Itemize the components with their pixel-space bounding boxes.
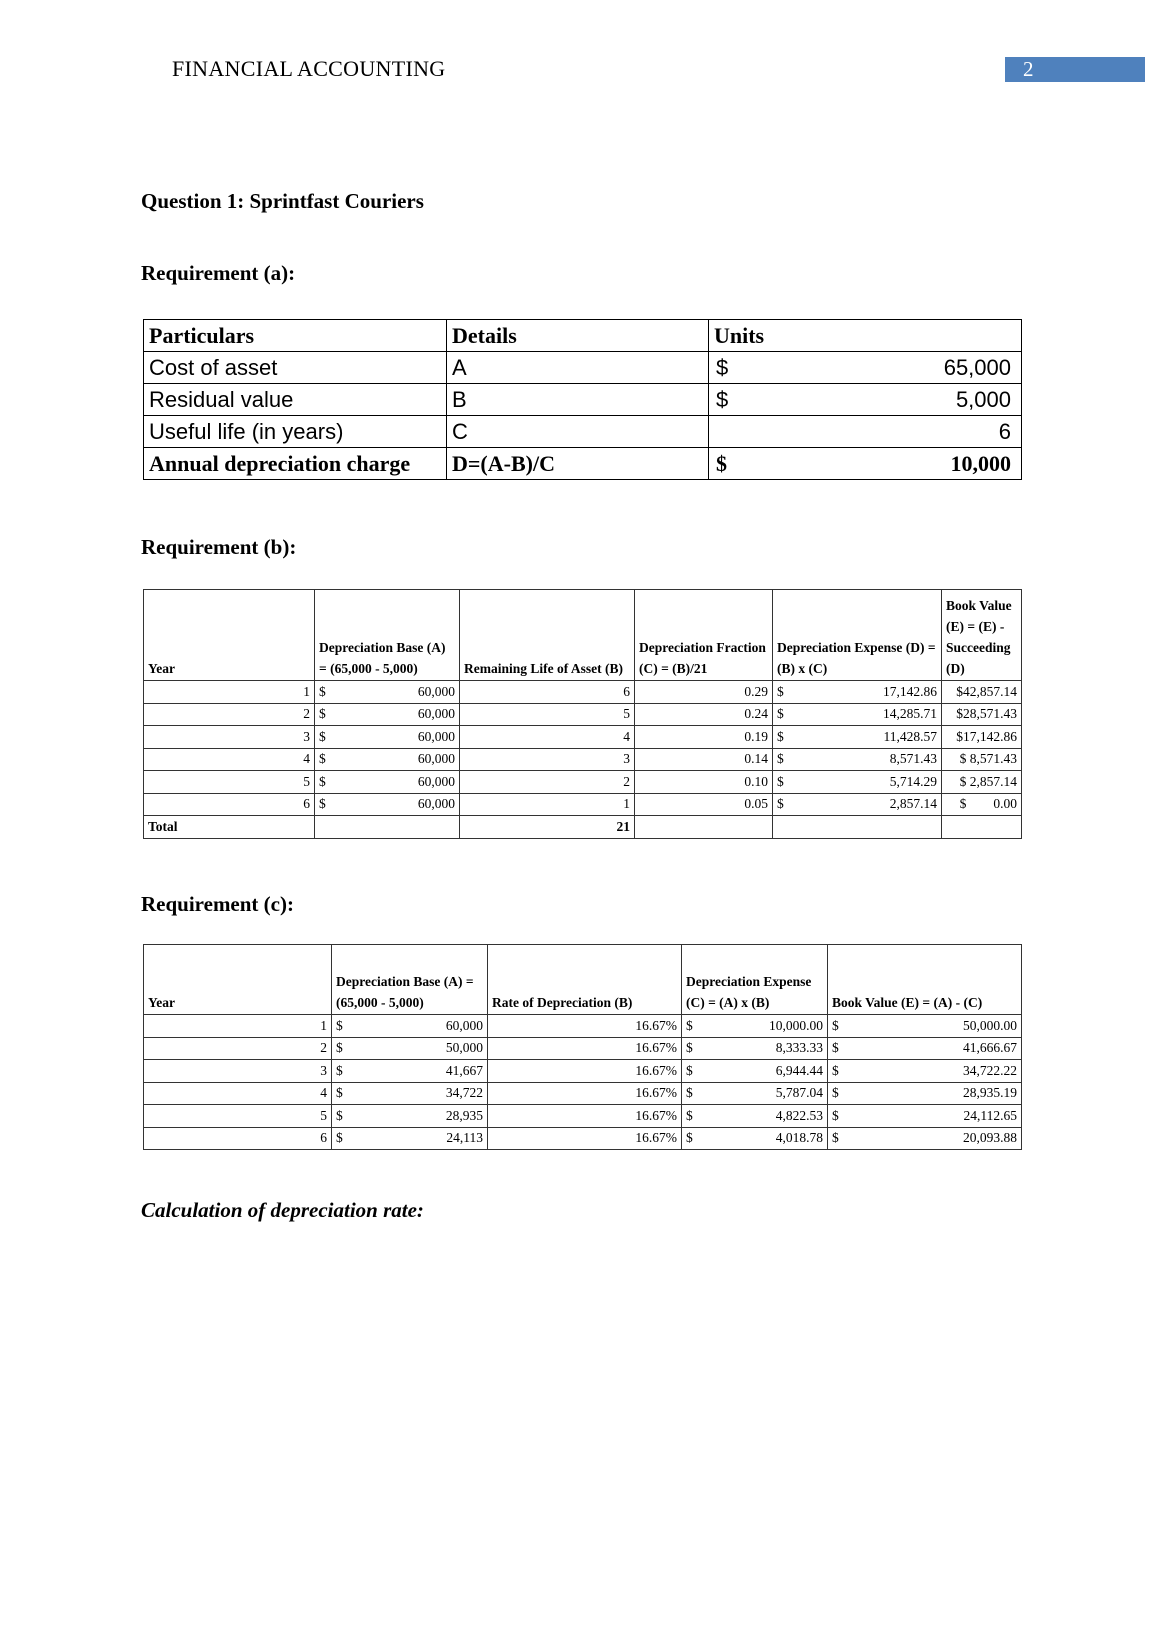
currency-cell: $ [773, 681, 797, 704]
life-cell: 4 [460, 726, 635, 749]
currency-cell: $ [332, 1015, 356, 1038]
table-header-row [144, 320, 1022, 352]
currency-cell: $ [828, 1037, 852, 1060]
currency-cell: $ [332, 1037, 356, 1060]
fraction-cell: 0.29 [635, 681, 773, 704]
book-value-cell: 20,093.88 [852, 1127, 1022, 1150]
table-header-row [144, 945, 1022, 1015]
running-header: FINANCIAL ACCOUNTING [172, 56, 446, 81]
column-header: Units [709, 320, 1022, 352]
expense-cell: 6,944.44 [706, 1060, 828, 1083]
requirement-c-title: Requirement (c): [141, 892, 294, 916]
table-row [144, 352, 1022, 384]
year-cell: 3 [144, 726, 315, 749]
rate-cell: 16.67% [488, 1060, 682, 1083]
year-cell: 5 [144, 1105, 332, 1128]
book-value-cell: 24,112.65 [852, 1105, 1022, 1128]
requirement-a-title: Requirement (a): [141, 261, 296, 285]
base-cell: 60,000 [339, 748, 460, 771]
table-row [144, 1082, 1022, 1105]
calculation-heading: Calculation of depreciation rate: [141, 1198, 424, 1222]
currency-cell: $ [773, 703, 797, 726]
column-header-life: Remaining Life of Asset (B) [460, 590, 635, 681]
currency-cell: $ [332, 1105, 356, 1128]
currency-cell: $ [682, 1037, 706, 1060]
base-cell: 60,000 [339, 726, 460, 749]
expense-cell: 10,000.00 [706, 1015, 828, 1038]
page-number-box [1005, 57, 1145, 82]
table-row [144, 793, 1022, 816]
currency-cell: $ [773, 726, 797, 749]
total-life-cell: 21 [460, 816, 635, 839]
fraction-cell: 0.19 [635, 726, 773, 749]
rate-cell: 16.67% [488, 1037, 682, 1060]
book-value-cell: 41,666.67 [852, 1037, 1022, 1060]
year-cell: 1 [144, 1015, 332, 1038]
fraction-cell: 0.24 [635, 703, 773, 726]
table-header-row [144, 590, 1022, 681]
currency-cell: $ [773, 793, 797, 816]
currency-cell: $ [315, 726, 339, 749]
column-header: Particulars [144, 320, 447, 352]
unit-cell: $ [709, 352, 749, 384]
column-header-fraction: Depreciation Fraction (C) = (B)/21 [635, 590, 773, 681]
base-cell: 34,722 [356, 1082, 488, 1105]
table-row [144, 1015, 1022, 1038]
book-value-cell: 28,935.19 [852, 1082, 1022, 1105]
column-header-book: Book Value (E) = (E) - Succeeding (D) [942, 590, 1022, 681]
currency-cell: $ [315, 748, 339, 771]
year-cell: 1 [144, 681, 315, 704]
currency-cell: $ [332, 1127, 356, 1150]
expense-cell: 4,822.53 [706, 1105, 828, 1128]
year-cell: 4 [144, 748, 315, 771]
detail-cell: A [447, 352, 709, 384]
currency-cell: $ [332, 1060, 356, 1083]
base-cell: 41,667 [356, 1060, 488, 1083]
unit-cell: $ [709, 448, 749, 480]
rate-cell: 16.67% [488, 1127, 682, 1150]
detail-cell: B [447, 384, 709, 416]
question-title: Question 1: Sprintfast Couriers [141, 189, 424, 213]
particular-cell: Residual value [144, 384, 447, 416]
currency-cell: $ [682, 1127, 706, 1150]
year-cell: 5 [144, 771, 315, 794]
book-value-cell: $17,142.86 [942, 726, 1022, 749]
fraction-cell: 0.10 [635, 771, 773, 794]
life-cell: 1 [460, 793, 635, 816]
unit-cell: $ [709, 384, 749, 416]
column-header-year: Year [144, 945, 332, 1015]
base-cell: 50,000 [356, 1037, 488, 1060]
unit-cell [709, 416, 749, 448]
empty-cell [635, 816, 773, 839]
detail-cell: D=(A-B)/C [447, 448, 709, 480]
currency-cell: $ [315, 771, 339, 794]
particular-cell: Cost of asset [144, 352, 447, 384]
requirement-b-title: Requirement (b): [141, 535, 297, 559]
base-cell: 60,000 [339, 681, 460, 704]
currency-cell: $ [828, 1015, 852, 1038]
base-cell: 60,000 [339, 703, 460, 726]
currency-cell: $ [682, 1082, 706, 1105]
currency-cell: $ [828, 1060, 852, 1083]
value-cell: 10,000 [749, 448, 1022, 480]
table-row [144, 681, 1022, 704]
book-value-cell: $ 8,571.43 [942, 748, 1022, 771]
value-cell: 6 [749, 416, 1022, 448]
book-value-cell: $42,857.14 [942, 681, 1022, 704]
year-cell: 4 [144, 1082, 332, 1105]
currency-cell: $ [828, 1105, 852, 1128]
year-cell: 2 [144, 703, 315, 726]
expense-cell: 8,333.33 [706, 1037, 828, 1060]
expense-cell: 11,428.57 [797, 726, 942, 749]
requirement-b-table [143, 589, 1022, 839]
expense-cell: 17,142.86 [797, 681, 942, 704]
detail-cell: C [447, 416, 709, 448]
year-cell: 6 [144, 1127, 332, 1150]
book-value-cell: 34,722.22 [852, 1060, 1022, 1083]
year-cell: 3 [144, 1060, 332, 1083]
fraction-cell: 0.14 [635, 748, 773, 771]
base-cell: 60,000 [356, 1015, 488, 1038]
table-row [144, 416, 1022, 448]
empty-cell [315, 816, 460, 839]
table-row [144, 726, 1022, 749]
currency-cell: $ [315, 793, 339, 816]
column-header-expense: Depreciation Expense (D) = (B) x (C) [773, 590, 942, 681]
currency-cell: $ [773, 748, 797, 771]
currency-cell: $ [828, 1082, 852, 1105]
column-header-expense: Depreciation Expense (C) = (A) x (B) [682, 945, 828, 1015]
table-row-total [144, 816, 1022, 839]
expense-cell: 5,714.29 [797, 771, 942, 794]
expense-cell: 8,571.43 [797, 748, 942, 771]
currency-cell: $ [315, 681, 339, 704]
requirement-c-table [143, 944, 1022, 1150]
rate-cell: 16.67% [488, 1105, 682, 1128]
rate-cell: 16.67% [488, 1082, 682, 1105]
expense-cell: 2,857.14 [797, 793, 942, 816]
currency-cell: $ [332, 1082, 356, 1105]
expense-cell: 5,787.04 [706, 1082, 828, 1105]
table-row-total [144, 448, 1022, 480]
life-cell: 5 [460, 703, 635, 726]
currency-cell: $ [682, 1105, 706, 1128]
empty-cell [942, 816, 1022, 839]
table-row [144, 1127, 1022, 1150]
base-cell: 28,935 [356, 1105, 488, 1128]
table-row [144, 771, 1022, 794]
particular-cell: Annual depreciation charge [144, 448, 447, 480]
table-row [144, 1105, 1022, 1128]
base-cell: 60,000 [339, 771, 460, 794]
table-row [144, 748, 1022, 771]
book-value-cell: 50,000.00 [852, 1015, 1022, 1038]
empty-cell [773, 816, 942, 839]
base-cell: 60,000 [339, 793, 460, 816]
table-row [144, 703, 1022, 726]
book-value-cell: $ 2,857.14 [942, 771, 1022, 794]
year-cell: 6 [144, 793, 315, 816]
year-cell: 2 [144, 1037, 332, 1060]
fraction-cell: 0.05 [635, 793, 773, 816]
column-header-base: Depreciation Base (A) = (65,000 - 5,000) [332, 945, 488, 1015]
life-cell: 3 [460, 748, 635, 771]
requirement-a-table [143, 319, 1022, 480]
table-row [144, 1060, 1022, 1083]
total-label: Total [144, 816, 315, 839]
currency-cell: $ [682, 1060, 706, 1083]
currency-cell: $ [315, 703, 339, 726]
life-cell: 2 [460, 771, 635, 794]
particular-cell: Useful life (in years) [144, 416, 447, 448]
column-header-base: Depreciation Base (A) = (65,000 - 5,000) [315, 590, 460, 681]
rate-cell: 16.67% [488, 1015, 682, 1038]
column-header: Details [447, 320, 709, 352]
column-header-book: Book Value (E) = (A) - (C) [828, 945, 1022, 1015]
column-header-year: Year [144, 590, 315, 681]
book-value-cell: $ 0.00 [942, 793, 1022, 816]
book-value-cell: $28,571.43 [942, 703, 1022, 726]
base-cell: 24,113 [356, 1127, 488, 1150]
value-cell: 5,000 [749, 384, 1022, 416]
life-cell: 6 [460, 681, 635, 704]
currency-cell: $ [773, 771, 797, 794]
page-number: 2 [1023, 57, 1034, 81]
expense-cell: 14,285.71 [797, 703, 942, 726]
currency-cell: $ [828, 1127, 852, 1150]
currency-cell: $ [682, 1015, 706, 1038]
expense-cell: 4,018.78 [706, 1127, 828, 1150]
table-row [144, 384, 1022, 416]
column-header-rate: Rate of Depreciation (B) [488, 945, 682, 1015]
table-row [144, 1037, 1022, 1060]
value-cell: 65,000 [749, 352, 1022, 384]
